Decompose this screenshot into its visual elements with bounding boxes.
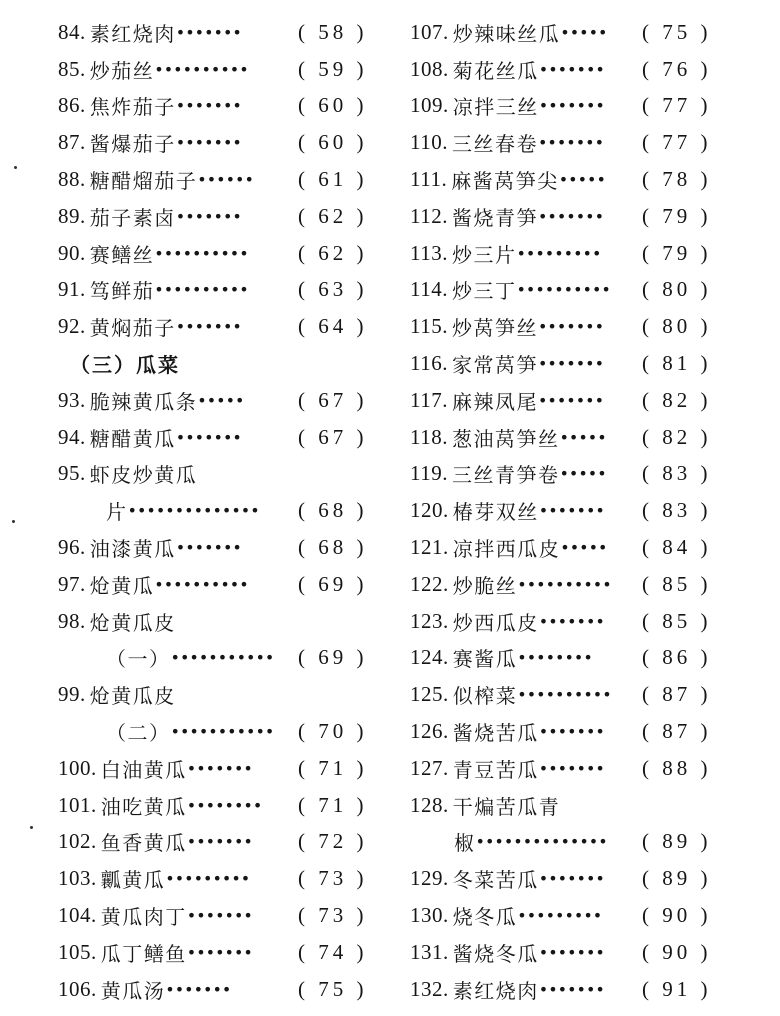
leader-dots: ••••••• [537,390,605,410]
leader-dots: ••••••• [186,758,253,778]
entry-number: 114. [410,277,448,302]
entry-number: 88. [58,167,86,192]
toc-entry [58,272,418,309]
entry-title: 茄子素卤 [89,205,176,230]
leader-dots: ••••••• [538,869,605,889]
entry-title: 葱油莴笋丝 [451,426,560,451]
page-number: ( 84 ) [642,535,712,560]
toc-entry [58,382,418,419]
toc-entry [410,124,770,161]
leader-dots: ••••••• [175,22,242,42]
leader-dots: ••••••••••• [170,722,275,742]
page-number: ( 71 ) [298,755,368,780]
entry-number: 99. [58,682,86,707]
entry-title: 酱烧冬瓜 [452,941,539,966]
page-number: ( 77 ) [642,130,712,155]
leader-dots: •••••••••• [154,59,249,79]
entry-title: 炝黄瓜皮 [89,684,176,709]
entry-title: 炒三丁 [451,279,517,304]
leader-dots: ••••••• [538,59,605,79]
section-heading [58,345,418,382]
entry-title: 油漆黄瓜 [89,537,176,562]
toc-entry [58,51,418,88]
toc-entry [410,971,770,1008]
entry-number: 96. [58,535,86,560]
section-heading-text: （三）瓜菜 [70,353,180,378]
toc-entry [58,750,418,787]
leader-dots: ••••••• [186,832,253,852]
toc-entry [58,161,418,198]
toc-entry [58,308,418,345]
page-number: ( 75 ) [642,19,712,44]
entry-number: 117. [410,387,448,412]
entry-number: 100. [58,755,97,780]
toc-entry [410,750,770,787]
page-number: ( 69 ) [298,645,368,670]
entry-number: 95. [58,461,86,486]
page-number: ( 80 ) [642,277,712,302]
toc-entry [410,345,770,382]
leader-dots: •••••••••••••• [127,501,260,521]
entry-title: 炒西瓜皮 [452,610,539,635]
page-number: ( 89 ) [642,829,712,854]
toc-entry [58,14,418,51]
entry-title: 糖醋熘茄子 [89,169,198,194]
leader-dots: •••••••• [517,648,593,668]
entry-number: 105. [58,939,97,964]
entry-number: 102. [58,829,97,854]
scan-speck [30,826,33,829]
leader-dots: ••••••• [538,611,605,631]
page-number: ( 85 ) [642,571,712,596]
page-number: ( 91 ) [642,976,712,1001]
page-number: ( 63 ) [298,277,368,302]
scan-speck [12,520,15,523]
entry-title: 炒莴笋丝 [451,316,538,341]
toc-entry [410,419,770,456]
toc-entry [58,88,418,125]
toc-entry [410,860,770,897]
leader-dots: ••••••••• [517,906,603,926]
leader-dots: ••••••• [538,758,605,778]
entry-title: 脆辣黄瓜条 [89,389,198,414]
page-number: ( 89 ) [642,866,712,891]
entry-title: 素红烧肉 [452,978,539,1003]
toc-entry [410,492,770,529]
entry-number: 87. [58,130,86,155]
entry-title: 三丝青笋卷 [451,463,560,488]
entry-number: 130. [410,903,449,928]
entry-title: 冬菜苦瓜 [452,868,539,893]
leader-dots: •••••••••• [516,280,611,300]
entry-number: 115. [410,314,448,339]
toc-entry [410,603,770,640]
toc-entry [410,161,770,198]
entry-title: 三丝春卷 [451,132,538,157]
entry-title: 椒 [454,831,476,856]
entry-number: 127. [410,755,449,780]
entry-title: 酱爆茄子 [89,132,176,157]
toc-entry [410,529,770,566]
entry-number: 122. [410,571,449,596]
toc-entry [58,897,418,934]
page-number: ( 69 ) [298,571,368,596]
toc-entry-continuation [58,492,418,529]
entry-title: 黄瓜汤 [100,978,166,1003]
entry-title: 片 [106,500,128,525]
leader-dots: ••••••• [175,538,242,558]
leader-dots: ••••••• [175,317,242,337]
entry-number: 109. [410,93,449,118]
entry-title: 菊花丝瓜 [452,58,539,83]
entry-number: 89. [58,203,86,228]
toc-entry-continuation [410,824,770,861]
toc-entry [410,713,770,750]
page-number: ( 61 ) [298,167,368,192]
toc-entry [410,198,770,235]
leader-dots: ••••••• [538,501,605,521]
toc-entry [410,272,770,309]
toc-entry [58,419,418,456]
leader-dots: ••••• [558,170,606,190]
toc-entry [410,308,770,345]
toc-entry-continuation [58,713,418,750]
page-number: ( 86 ) [642,645,712,670]
entry-title: 麻酱莴笋尖 [451,169,559,194]
toc-entry [58,824,418,861]
leader-dots: •••••••••••••• [475,832,608,852]
page-number: ( 60 ) [298,130,368,155]
page-number: ( 81 ) [642,351,712,376]
toc-entry [410,897,770,934]
entry-number: 98. [58,608,86,633]
leader-dots: ••••••• [537,133,605,153]
entry-title: 凉拌三丝 [452,95,539,120]
entry-title: 黄焖茄子 [89,316,176,341]
leader-dots: ••••••••• [516,243,602,263]
page-number: ( 64 ) [298,314,368,339]
page-number: ( 87 ) [642,719,712,744]
leader-dots: ••••••• [175,133,242,153]
toc-entry [58,456,418,493]
entry-number: 104. [58,903,97,928]
entry-title: 炝黄瓜 [89,573,155,598]
page-number: ( 85 ) [642,608,712,633]
page-number: ( 90 ) [642,939,712,964]
toc-entry [410,934,770,971]
entry-title: 笃鲜茄 [89,279,155,304]
entry-number: 121. [410,535,449,560]
page-number: ( 79 ) [642,203,712,228]
entry-title: 麻辣凤尾 [451,389,538,414]
leader-dots: •••••• [197,170,254,190]
entry-title: 炒脆丝 [452,573,518,598]
entry-title: 干煸苦瓜青 [452,794,561,819]
page-number: ( 71 ) [298,792,368,817]
entry-title: 炒茄丝 [89,58,155,83]
entry-title: 瓤黄瓜 [100,868,166,893]
entry-title: 炒三片 [451,242,517,267]
page-number: ( 78 ) [642,167,712,192]
page-number: ( 74 ) [298,939,368,964]
toc-entry [410,456,770,493]
entry-number: 113. [410,240,448,265]
toc-entry [58,676,418,713]
page-number: ( 88 ) [642,755,712,780]
entry-number: 116. [410,351,448,376]
leader-dots: •••••••••• [517,574,612,594]
page-number: ( 82 ) [642,387,712,412]
page-number: ( 67 ) [298,387,368,412]
entry-title: 酱烧青笋 [451,205,538,230]
page-number: ( 68 ) [298,535,368,560]
page-number: ( 83 ) [642,498,712,523]
toc-entry [58,934,418,971]
page-number: ( 62 ) [298,203,368,228]
leader-dots: ••••••• [186,942,253,962]
entry-title: 素红烧肉 [89,21,176,46]
page-number: ( 76 ) [642,56,712,81]
toc-entry [410,640,770,677]
entry-number: 111. [410,167,448,192]
entry-number: 94. [58,424,86,449]
toc-right-column [410,14,770,1008]
leader-dots: ••••••• [538,722,605,742]
leader-dots: ••••••• [175,206,242,226]
toc-entry [58,971,418,1008]
leader-dots: ••••••• [538,942,605,962]
leader-dots: ••••••• [175,427,242,447]
toc-left-column [58,14,418,1008]
toc-entry [410,566,770,603]
entry-number: 93. [58,387,86,412]
page-number: ( 62 ) [298,240,368,265]
leader-dots: ••••••••• [165,869,251,889]
entry-number: 103. [58,866,97,891]
toc-entry [58,235,418,272]
page-number: ( 80 ) [642,314,712,339]
entry-title: 炝黄瓜皮 [89,610,176,635]
entry-number: 125. [410,682,449,707]
entry-title: 凉拌西瓜皮 [452,537,561,562]
toc-entry-continuation [58,640,418,677]
toc-entry [58,860,418,897]
entry-title: 虾皮炒黄瓜 [89,463,198,488]
leader-dots: •••••••••• [154,243,249,263]
page-number: ( 79 ) [642,240,712,265]
leader-dots: ••••••• [538,96,605,116]
page-number: ( 72 ) [298,829,368,854]
entry-number: 91. [58,277,86,302]
entry-title: 黄瓜肉丁 [100,905,187,930]
entry-number: 84. [58,19,86,44]
entry-title: 焦炸茄子 [89,95,176,120]
entry-title: 糖醋黄瓜 [89,426,176,451]
entry-title: 白油黄瓜 [100,757,187,782]
toc-entry [410,88,770,125]
leader-dots: ••••• [560,22,608,42]
entry-number: 110. [410,130,448,155]
page-number: ( 75 ) [298,976,368,1001]
entry-number: 92. [58,314,86,339]
leader-dots: •••••••••• [154,280,249,300]
leader-dots: ••••• [560,538,608,558]
toc-entry [410,14,770,51]
leader-dots: ••••• [559,464,607,484]
leader-dots: •••••••••• [517,685,612,705]
entry-number: 120. [410,498,449,523]
entry-title: 鱼香黄瓜 [100,831,187,856]
entry-number: 108. [410,56,449,81]
entry-number: 106. [58,976,97,1001]
toc-entry [58,566,418,603]
toc-entry [58,124,418,161]
entry-title: 家常莴笋 [451,353,538,378]
page-number: ( 59 ) [298,56,368,81]
page-number: ( 87 ) [642,682,712,707]
entry-title: 赛酱瓜 [452,647,518,672]
toc-entry [58,787,418,824]
entry-title: 酱烧苦瓜 [452,721,539,746]
entry-number: 126. [410,719,449,744]
entry-title: （二） [106,721,171,746]
page-number: ( 60 ) [298,93,368,118]
leader-dots: ••••••• [537,317,605,337]
leader-dots: ••••••• [186,906,253,926]
leader-dots: •••••••••• [154,574,249,594]
leader-dots: ••••••••••• [170,648,275,668]
page-number: ( 73 ) [298,903,368,928]
entry-number: 124. [410,645,449,670]
leader-dots: •••••••• [186,795,263,815]
page-number: ( 70 ) [298,719,368,744]
entry-title: 椿芽双丝 [452,500,539,525]
entry-number: 86. [58,93,86,118]
entry-number: 97. [58,571,86,596]
leader-dots: ••••••• [165,979,232,999]
page-number: ( 68 ) [298,498,368,523]
entry-title: 似榨菜 [452,684,518,709]
entry-title: 瓜丁鳝鱼 [100,941,187,966]
entry-number: 119. [410,461,448,486]
page-number: ( 90 ) [642,903,712,928]
entry-title: 油吃黄瓜 [100,794,187,819]
toc-entry [410,235,770,272]
entry-number: 101. [58,792,97,817]
entry-number: 112. [410,203,448,228]
toc-entry [58,198,418,235]
page-number: ( 58 ) [298,19,368,44]
page-number: ( 77 ) [642,93,712,118]
toc-entry [410,676,770,713]
entry-number: 107. [410,19,449,44]
entry-number: 123. [410,608,449,633]
page-number: ( 83 ) [642,461,712,486]
entry-number: 85. [58,56,86,81]
leader-dots: ••••••• [537,206,605,226]
leader-dots: ••••••• [537,354,605,374]
entry-title: 青豆苦瓜 [452,757,539,782]
entry-number: 128. [410,792,449,817]
entry-title: 赛鳝丝 [89,242,155,267]
toc-entry [410,382,770,419]
entry-title: （一） [106,647,171,672]
toc-entry [58,529,418,566]
toc-entry [410,51,770,88]
entry-number: 132. [410,976,449,1001]
leader-dots: ••••••• [175,96,242,116]
leader-dots: ••••• [197,390,245,410]
entry-title: 烧冬瓜 [452,905,518,930]
entry-number: 118. [410,424,448,449]
page-number: ( 73 ) [298,866,368,891]
toc-entry [410,787,770,824]
entry-number: 131. [410,939,449,964]
entry-title: 炒辣味丝瓜 [452,21,561,46]
page-number: ( 67 ) [298,424,368,449]
toc-entry [58,603,418,640]
entry-number: 90. [58,240,86,265]
entry-number: 129. [410,866,449,891]
leader-dots: ••••• [559,427,607,447]
scan-speck [14,166,17,169]
leader-dots: ••••••• [538,979,605,999]
page-number: ( 82 ) [642,424,712,449]
